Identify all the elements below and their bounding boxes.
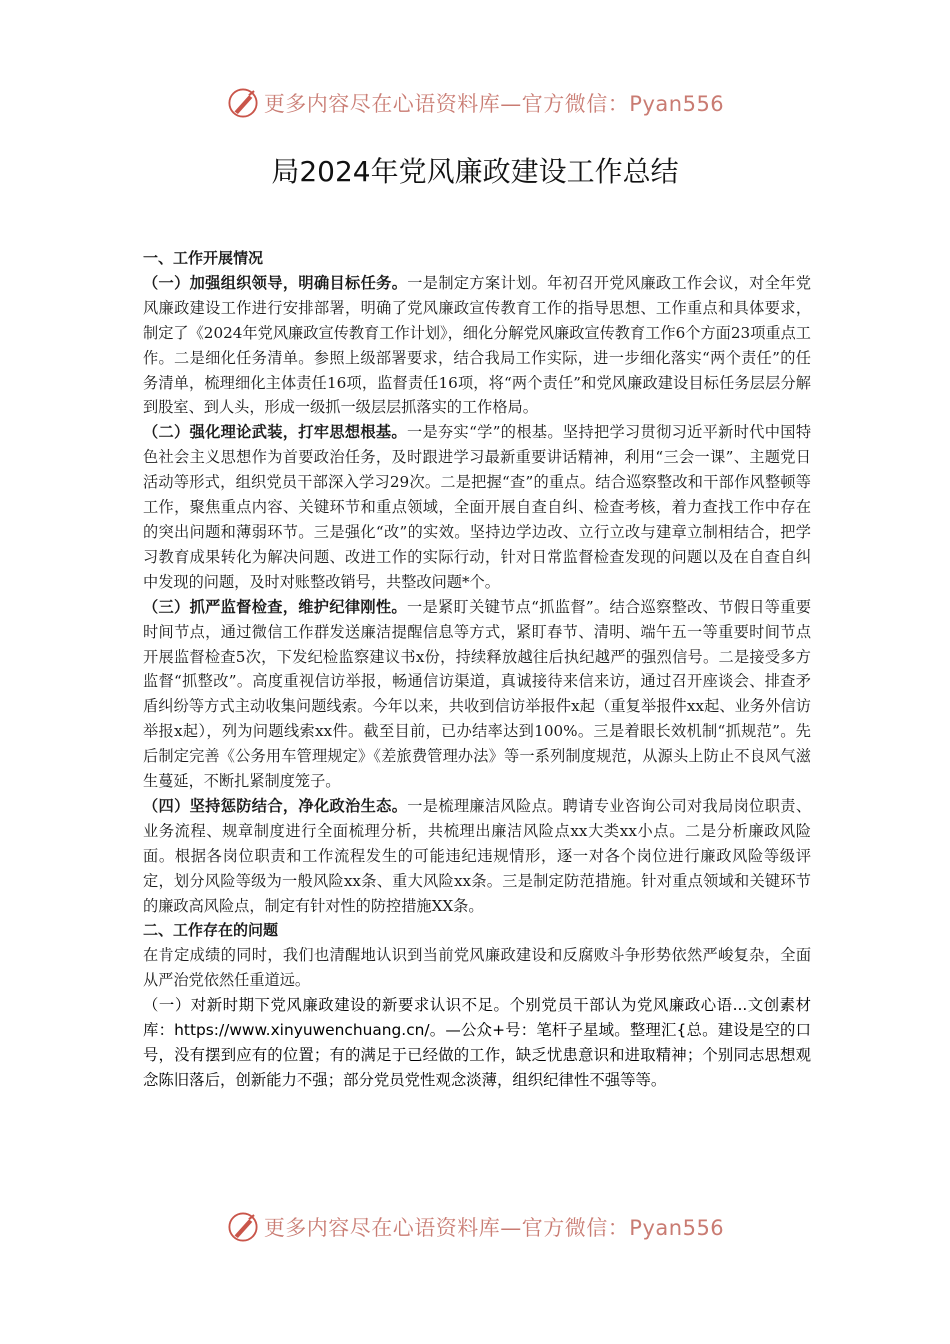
paragraph	[143, 420, 811, 594]
paragraph	[143, 271, 811, 420]
paragraph	[143, 595, 811, 794]
section-heading: 二、工作存在的问题	[143, 921, 279, 940]
paragraph-lead: （三）抓严监督检查，维护纪律刚性。	[143, 597, 407, 616]
paragraph-text: 一是夯实“学”的根基。坚持把学习贯彻习近平新时代中国特色社会主义思想作为首要政治任务，及时跟进学习最新重要讲话精神，利用“三会一课”、主题党日活动等形式，组织党员干部深入学习29次。二是把握“查”的重点。结合巡察整改和干部作风整顿等工作，聚焦重点内容、关键环节和重点领域，全面开展自查自纠、检查考核，着力查找工作中存在的突出问题和薄弱环节。三是强化“改”的实效。坚持边学边改、立行立改与建章立制相结合，把学习教育成果转化为解决问题、改进工作的实际行动，针对日常监督检查发现的问题以及在自查自纠中发现的问题，及时对账整改销号，共整改问题*个。	[143, 423, 812, 591]
document-body	[143, 246, 811, 1093]
paragraph-text: 一是梳理廉洁风险点。聘请专业咨询公司对我局岗位职责、业务流程、规章制度进行全面梳理分析，共梳理出廉洁风险点xx大类xx小点。二是分析廉政风险面。根据各岗位职责和工作流程发生的可能违纪违规情形，逐一对各个岗位进行廉政风险等级评定，划分风险等级为一般风险xx条、重大风险xx条。三是制定防范措施。针对重点领域和关键环节的廉政高风险点，制定有针对性的防控措施XX条。	[143, 796, 812, 915]
paragraph: 在肯定成绩的同时，我们也清醒地认识到当前党风廉政建设和反腐败斗争形势依然严峻复杂，全面从严治党依然任重道远。	[143, 946, 811, 990]
paragraph-text: 一是紧盯关键节点“抓监督”。结合巡察整改、节假日等重要时间节点，通过微信工作群发送廉洁提醒信息等方式，紧盯春节、清明、端午五一等重要时间节点开展监督检查5次，下发纪检监察建议书x份，持续释放越往后执纪越严的强烈信号。二是接受多方监督“抓整改”。高度重视信访举报，畅通信访渠道，真诚接待来信来访，通过召开座谈会、排查矛盾纠纷等方式主动收集问题线索。今年以来，共收到信访举报件x起（重复举报件xx起、业务外信访举报x起），列为问题线索xx件。截至目前，已办结率达到100%。三是着眼长效机制“抓规范”。先后制定完善《公务用车管理规定》《差旅费管理办法》等一系列制度规范，从源头上防止不良风气滋生蔓延，不断扎紧制度笼子。	[143, 597, 812, 791]
paragraph-lead: （一）加强组织领导，明确目标任务。	[143, 273, 408, 292]
paragraph-lead: （二）强化理论武装，打牢思想根基。	[143, 423, 407, 442]
section-heading: 一、工作开展情况	[143, 249, 264, 267]
paragraph-lead: （四）坚持惩防结合，净化政治生态。	[143, 796, 408, 815]
watermark-banner-top	[0, 83, 950, 123]
paragraph	[143, 794, 811, 919]
pen-logo-icon	[226, 86, 260, 120]
watermark-text: 更多内容尽在心语资料库—官方微信：Pyan556	[263, 1216, 725, 1240]
pen-logo-icon	[226, 1210, 260, 1244]
paragraph: （一）对新时期下党风廉政建设的新要求认识不足。个别党员干部认为党风廉政心语...文创素材库：https://www.xinyuwenchuang.cn/。—公众+号：笔杆子星域。整理汇{总。建设是空的口号，没有摆到应有的位置；有的满足于已经做的工作，缺乏忧患意识和进取精神；个别同志思想观念陈旧落后，创新能力不强；部分党员党性观念淡薄，组织纪律性不强等等。	[143, 996, 811, 1090]
watermark-text: 更多内容尽在心语资料库—官方微信：Pyan556	[263, 92, 725, 116]
paragraph-text: 一是制定方案计划。年初召开党风廉政工作会议，对全年党风廉政建设工作进行安排部署，明确了党风廉政宣传教育工作的指导思想、工作重点和具体要求，制定了《2024年党风廉政宣传教育工作计划》，细化分解党风廉政宣传教育工作6个方面23项重点工作。二是细化任务清单。参照上级部署要求，结合我局工作实际，进一步细化落实“两个责任”的任务清单，梳理细化主体责任16项，监督责任16项，将“两个责任”和党风廉政建设目标任务层层分解到股室、到人头，形成一级抓一级层层抓落实的工作格局。	[143, 273, 812, 417]
watermark-banner-bottom	[0, 1207, 950, 1247]
document-title: 局2024年党风廉政建设工作总结	[271, 155, 679, 188]
